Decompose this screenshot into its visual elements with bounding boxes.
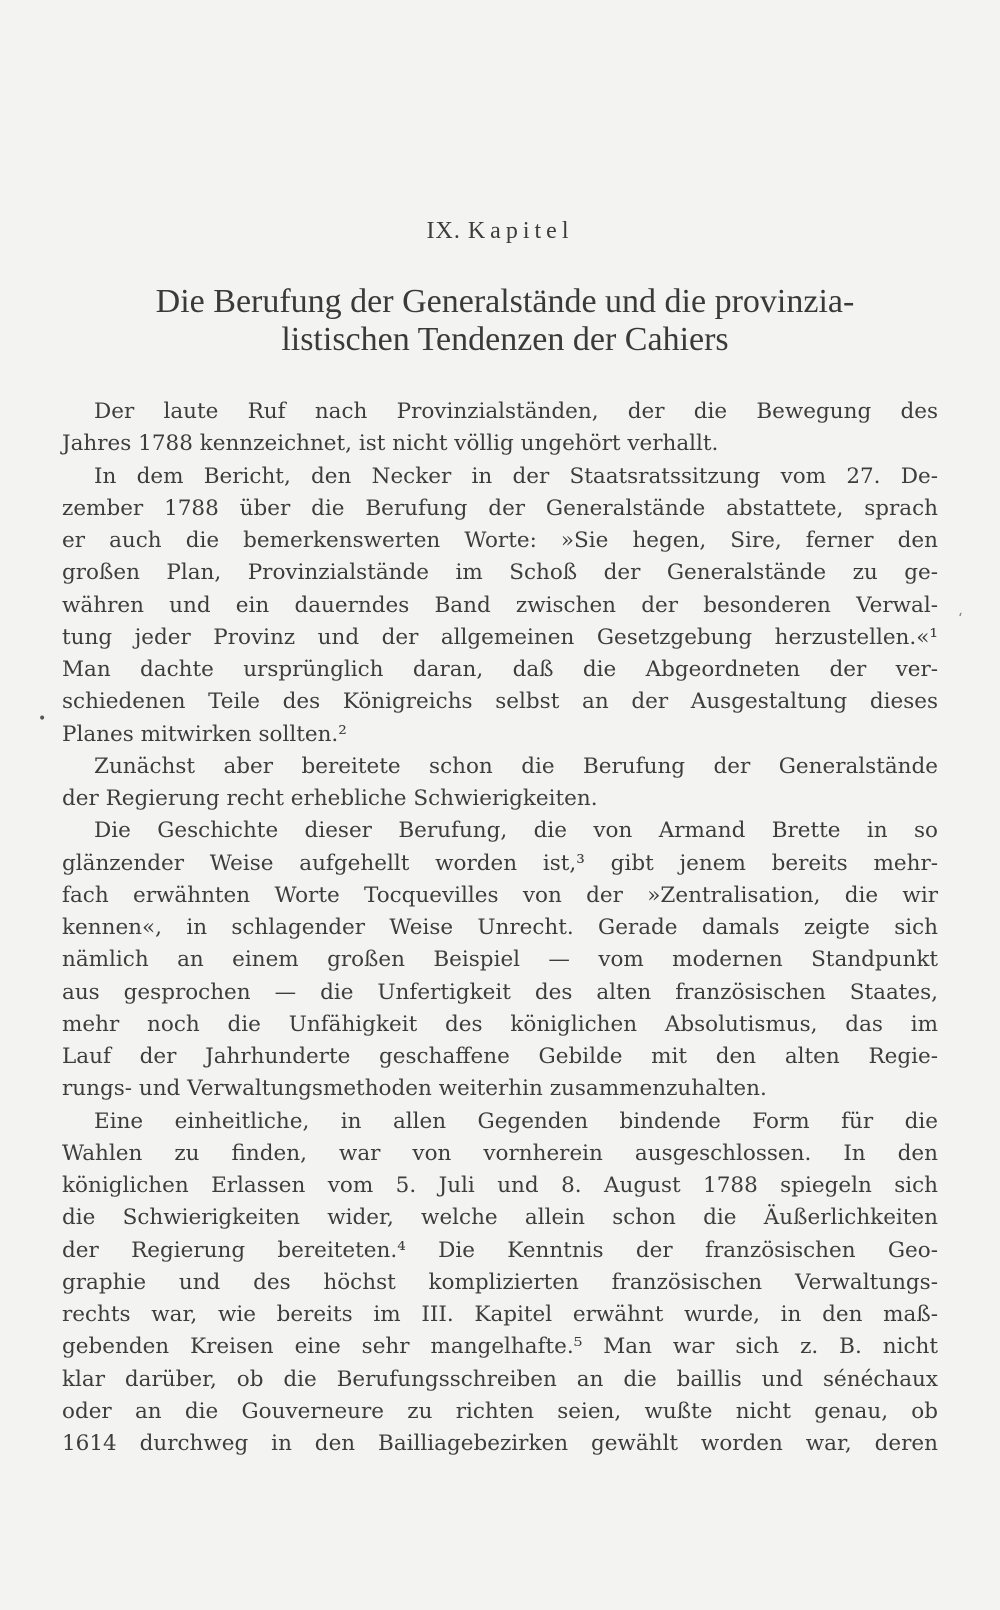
text-line: kennen«, in schlagender Weise Unrecht. Gerade damals zeigte sich [62,915,938,940]
text-line: mehr noch die Unfähigkeit des königlichen Absolutismus, das im [62,1011,938,1037]
text-line: glänzender Weise aufgehellt worden ist,³ gibt jenem bereits mehr- [62,850,938,876]
text-line: Jahres 1788 kennzeichnet, ist nicht völlig ungehört verhallt. [62,431,719,457]
text-line: tung jeder Provinz und der allgemeinen Gesetzgebung herzustellen.«¹ [62,624,938,650]
chapter-title [80,283,930,359]
text-line: nämlich an einem großen Beispiel — vom modernen Standpunkt [62,947,938,973]
margin-mark: • [38,711,47,727]
text-line: gebenden Kreisen eine sehr mangelhafte.⁵ Man war sich z. B. nicht [62,1334,938,1360]
text-line: oder an die Gouverneure zu richten seien, wußte nicht genau, ob [62,1398,938,1424]
text-line: fach erwähnten Worte Tocquevilles von der »Zentralisation, die wir [62,882,938,908]
chapter-heading [0,218,1000,245]
text-line: Planes mitwirken sollten.² [62,721,347,747]
text-line: Die Geschichte dieser Berufung, die von Armand Brette in so [94,818,938,844]
text-line: rungs- und Verwaltungsmethoden weiterhin zusammenzuhalten. [62,1076,767,1102]
text-line: der Regierung recht erhebliche Schwierigkeiten. [62,786,598,811]
text-line: königlichen Erlassen vom 5. Juli und 8. August 1788 spiegeln sich [62,1173,938,1198]
text-line: Wahlen zu finden, war von vornherein ausgeschlossen. In den [62,1140,938,1166]
text-line: schiedenen Teile des Königreichs selbst an der Ausgestaltung dieses [62,689,938,715]
text-line: der Regierung bereiteten.⁴ Die Kenntnis der französischen Geo- [62,1237,938,1263]
text-line: zember 1788 über die Berufung der Generalstände abstattete, sprach [62,495,938,521]
text-line: 1614 durchweg in den Bailliagebezirken gewählt worden war, deren [62,1431,938,1456]
text-line: In dem Bericht, den Necker in der Staatsratssitzung vom 27. De- [94,463,938,489]
text-line: Eine einheitliche, in allen Gegenden bindende Form für die [94,1108,938,1134]
text-line: währen und ein dauerndes Band zwischen der besonderen Verwal- [62,592,938,618]
body-text [62,396,938,1460]
text-line: graphie und des höchst komplizierten französischen Verwaltungs- [62,1269,938,1295]
chapter-title-line-1: Die Berufung der Generalstände und die provinzia- [155,283,855,320]
text-line: Der laute Ruf nach Provinzialständen, der die Bewegung des [94,399,938,424]
text-line: die Schwierigkeiten wider, welche allein schon die Äußerlichkeiten [62,1205,938,1231]
text-line: Man dachte ursprünglich daran, daß die Abgeordneten der ver- [62,657,938,682]
chapter-title-line-2: listischen Tendenzen der Cahiers [281,321,729,358]
margin-mark: ʻ [958,611,963,627]
text-line: Lauf der Jahrhunderte geschaffene Gebilde mit den alten Regie- [62,1044,938,1069]
text-line: Zunächst aber bereitete schon die Berufung der Generalstände [94,753,938,779]
text-line: großen Plan, Provinzialstände im Schoß der Generalstände zu ge- [62,560,938,586]
text-line: rechts war, wie bereits im III. Kapitel erwähnt wurde, in den maß- [62,1302,938,1327]
text-line: er auch die bemerkenswerten Worte: »Sie hegen, Sire, ferner den [62,528,938,553]
chapter-label: Kapitel [467,218,574,244]
text-line: klar darüber, ob die Berufungsschreiben an die baillis und sénéchaux [62,1366,938,1392]
chapter-number: IX. [426,218,461,244]
text-line: aus gesprochen — die Unfertigkeit des alten französischen Staates, [62,979,938,1005]
